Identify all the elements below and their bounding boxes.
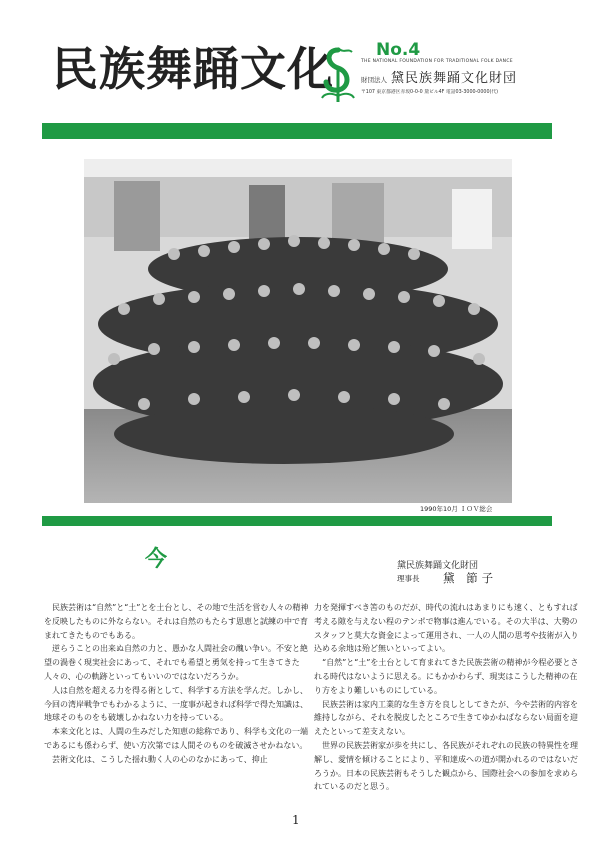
article-left-column [44,601,314,767]
paragraph: 芸術文化は、こうした揺れ動く人の心のなかにあって、抑止 [52,754,268,764]
organization-line [361,67,517,86]
paragraph: 民族芸術は“自然”と“土”とを土台とし、その地で生活を営む人々の精神を反映したものに外ならない。それは自然のもたらす恩恵と試練の中で育まれてきたものでもある。 [44,603,309,640]
article-headline: 今 [145,546,168,572]
paragraph: “自然”と“土”を土台として育まれてきた民族芸術の精神が今程必要とされる時代はないように思える。にもかかわらず、現実はこうした精神の在り方をより難しいものにしている。 [314,658,579,695]
paragraph: 人は自然を超える力を得る術として、科学する方法を学んだ。しかし、今回の湾岸戦争でもわかるように、一度事が起きれば科学で得た知識は、地球そのものをも破壊しかねない力を持っている。 [44,685,308,723]
paragraph: 本来文化とは、人間の生みだした知恵の総称であり、科学も文化の一端であるにも係わらず、使い方次第では人間そのものを破滅させかねない。 [44,727,308,750]
organization-prefix: 財団法人 [361,76,387,84]
paragraph: 民族芸術は家内工業的な生き方を良しとしてきたが、今や芸術的内容を維持しながら、それを脱皮したところで生きてゆかねばならない局面を迎えたといって差支えない。 [314,699,578,737]
middle-green-bar [42,516,552,526]
article-right-column [314,601,584,794]
top-green-bar [42,123,552,139]
english-foundation-name: THE NATIONAL FOUNDATION FOR TRADITIONAL FOLK DANCE [361,59,513,64]
page-number: 1 [292,813,300,827]
issue-number: No.4 [376,40,421,60]
organization-name: 黛民族舞踊文化財団 [391,71,518,86]
paragraph: 世界の民族芸術家が歩を共にし、各民族がそれぞれの民族の特異性を理解し、愛情を傾けることにより、平和達成への道が開かれるのではないだろうか。日本の民族芸術もそうした観点から、国際社会への参加を求められているのだと思う。 [314,740,578,792]
group-photo [84,159,512,503]
photo-caption: 1990年10月 ＩＯＶ総会 [420,505,493,513]
byline-organization: 黛民族舞踊文化財団 [397,561,479,571]
foundation-logo-icon [318,44,358,104]
paragraph: 力を発揮すべき筈のものだが、時代の流れはあまりにも速く、ともすれば考える隙を与えない程のテンポで物事は進んでいる。その大半は、大勢のスタッフと莫大な資金によって運用され、一人の人間の思考や技術が入り込める余地は殆ど無いといってよい。 [314,603,579,654]
byline-title: 理事長 [397,574,420,583]
masthead-title: 民族舞踊文化 [52,42,334,96]
address-line: 〒107 東京都港区赤坂0-0-0 黛ビル4F 電話03-3000-0000(代) [361,90,499,95]
paragraph: 逆らうことの出来ぬ自然の力と、愚かな人間社会の醜い争い。不安と絶望の渦巻く現実社会にあって、それでも希望と勇気を持って生きてきた人々の、心の軌跡といってもいいのではないだろうか。 [44,644,308,681]
byline-name: 黛 節子 [443,571,498,585]
